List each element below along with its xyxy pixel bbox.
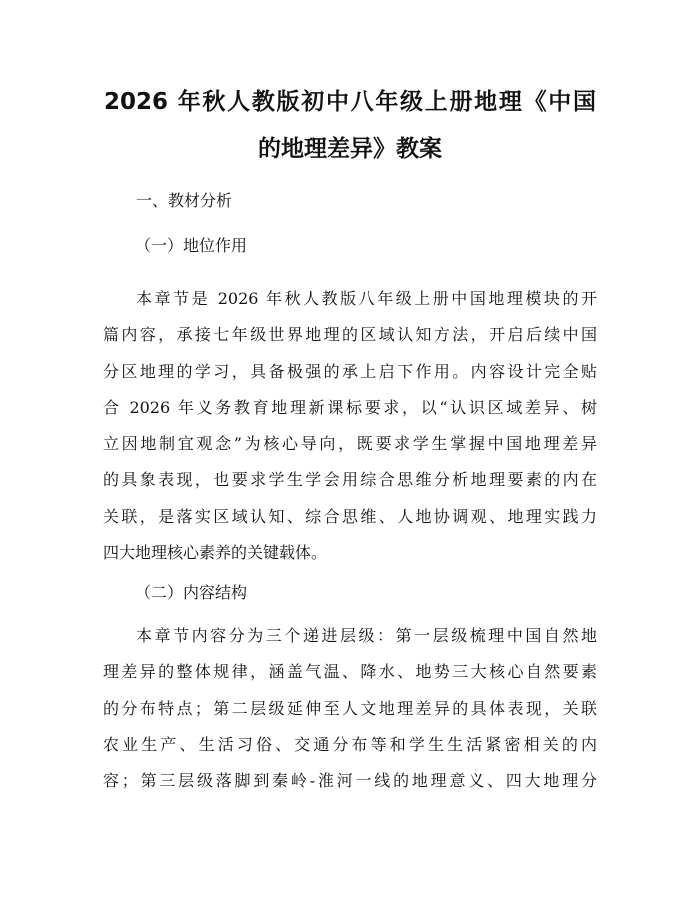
paragraph-line: 理差异的整体规律，涵盖气温、降水、地势三大核心自然要素 xyxy=(103,662,597,682)
paragraph-line: 容；第三层级落脚到秦岭-淮河一线的地理意义、四大地理分 xyxy=(103,771,597,791)
paragraph-position-role xyxy=(103,288,597,578)
subsection-heading-content-structure: （二）内容结构 xyxy=(135,583,248,602)
paragraph-line: 分区地理的学习，具备极强的承上启下作用。内容设计完全贴 xyxy=(103,361,597,381)
paragraph-line: 的具象表现，也要求学生学会用综合思维分析地理要素的内在 xyxy=(103,470,597,490)
paragraph-line: 本章节是 2026 年秋人教版八年级上册中国地理模块的开 xyxy=(136,289,597,308)
paragraph-line: 四大地理核心素养的关键载体。 xyxy=(103,543,328,563)
section-heading-textbook-analysis: 一、教材分析 xyxy=(136,191,233,210)
subsection-heading-position-role: （一）地位作用 xyxy=(135,236,248,255)
paragraph-line: 立因地制宜观念”为核心导向，既要求学生掌握中国地理差异 xyxy=(103,434,597,454)
document-title-line-2: 的地理差异》教案 xyxy=(258,136,442,162)
paragraph-line: 的分布特点；第二层级延伸至人文地理差异的具体表现，关联 xyxy=(103,698,597,718)
paragraph-line: 本章节内容分为三个递进层级：第一层级梳理中国自然地 xyxy=(136,626,597,645)
paragraph-line: 合 2026 年义务教育地理新课标要求，以“认识区域差异、树 xyxy=(103,397,597,417)
document-title-line-1: 2026 年秋人教版初中八年级上册地理《中国 xyxy=(104,89,596,115)
paragraph-content-structure xyxy=(103,625,597,806)
paragraph-line: 篇内容，承接七年级世界地理的区域认知方法，开启后续中国 xyxy=(103,325,597,345)
paragraph-line: 关联，是落实区域认知、综合思维、人地协调观、地理实践力 xyxy=(103,506,597,526)
paragraph-line: 农业生产、生活习俗、交通分布等和学生生活紧密相关的内 xyxy=(103,734,597,754)
